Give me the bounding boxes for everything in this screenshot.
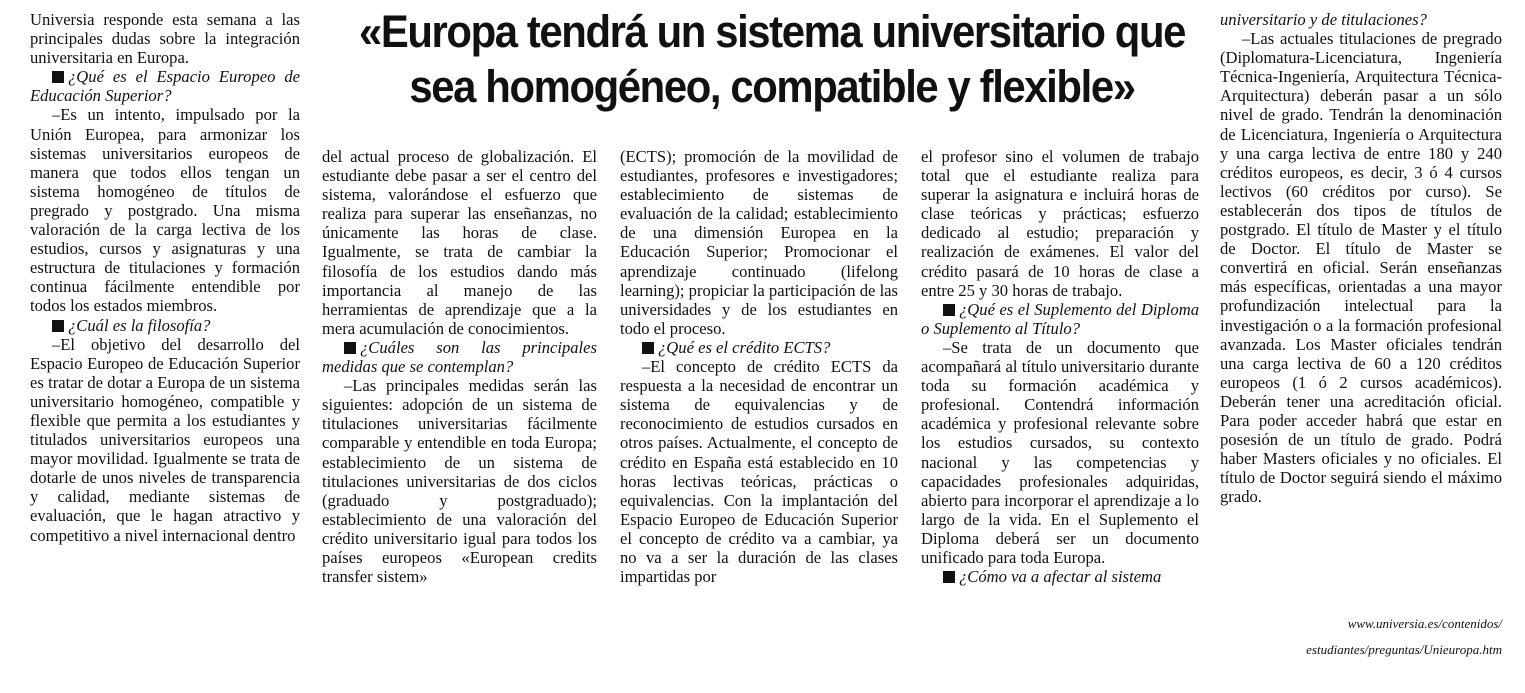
source-url-line-1: www.universia.es/contenidos/ [1347,616,1502,631]
question-heading [30,67,300,105]
source-url-line-2: estudiantes/preguntas/Unieuropa.htm [1306,642,1502,657]
answer-continuation: del actual proceso de globalización. El estudiante debe pasar a ser el centro del sistema, valorándose el esfuerzo que realiza para superar las enseñanzas, no únicamente las horas de clase. Igualmente, se trata de cambiar la filosofía de los estudios dando más importancia al manejo de las herramientas de aprendizaje que a la mera acumulación de conocimientos. [322,147,597,338]
question-text: ¿Qué es el Espacio Europeo de Educación Superior? [30,67,300,106]
answer-paragraph: –El objetivo del desarrollo del Espacio Europeo de Educación Superior es tratar de dotar a Europa de un sistema universitario homogéneo, compatible y flexible que permita a los estudiantes y titulados universitarios europeos una mayor movilidad. Igualmente se trata de dotarle de unos niveles de transparencia y calidad, mediante sistemas de evaluación, que le hagan atractivo y competitivo a nivel internacional dentro [30,334,300,545]
question-text: ¿Qué es el crédito ECTS? [658,337,831,357]
question-heading [620,338,898,357]
answer-paragraph: –Se trata de un documento que acompañará al título universitario durante toda su formación académica y profesional. Contendrá información académica y profesional relevante sobre los estudios cursados, su contexto nacional y las competencias y capacidades profesionales adquiridas, abierto para incorporar el aprendizaje a lo largo de la vida. En el Suplemento el Diploma deberá ser un documento unificado para toda Europa. [921,337,1199,567]
question-text: ¿Cuáles son las principales medidas que se contemplan? [322,337,597,377]
article-headline: «Europa tendrá un sistema universitario que sea homogéneo, compatible y flexible» [358,6,1186,112]
bullet-square-icon [52,71,64,83]
answer-continuation: el profesor sino el volumen de trabajo total que el estudiante realiza para superar la asignatura e incluirá horas de clase teóricas y prácticas; esfuerzo dedicado al estudio; preparación y realización de exámenes. El valor del crédito pasará de 10 horas de clase a entre 25 y 30 horas de trabajo. [921,147,1199,300]
article-column-4 [921,147,1199,586]
answer-paragraph: –El concepto de crédito ECTS da respuesta a la necesidad de encontrar un sistema de equivalencias y de reconocimiento de estudios cursados en otros países. Actualmente, el concepto de crédito en España está establecido en 10 horas lectivas teóricas, prácticas o equivalencias. Con la implantación del Espacio Europeo de Educación Superior el concepto de crédito va a cambiar, ya no va a ser la duración de las clases impartidas por [620,357,898,587]
article-column-2 [322,147,597,586]
answer-paragraph: –Las actuales titulaciones de pregrado (Diplomatura-Licenciatura, Ingeniería Técnica-Ingeniería, Arquitectura Técnica-Arquitectura) deberán pasar a un sólo nivel de grado. Tendrán la denominación de Licenciatura, Ingeniería o Arquitectura y una carga lectiva de entre 180 y 240 créditos europeos, es decir, 3 ó 4 cursos lectivos (60 créditos por curso). Se establecerán dos tipos de títulos de postgrado. El título de Master y el título de Doctor. El título de Master se convertirá en oficial. Serán enseñanzas más específicas, orientadas a una mayor profundización intelectual para la investigación o a la formación profesional avanzada. Los Master oficiales tendrán una carga lectiva de 60 a 120 créditos europeos (1 ó 2 cursos académicos). Deberán tener una acreditación oficial. Para poder acceder habrá que estar en posesión de un título de grado. Podrá haber Masters oficiales y no oficiales. El título de Doctor seguirá siendo el máximo grado. [1220,29,1502,507]
intro-paragraph: Universia responde esta semana a las principales dudas sobre la integración universitaria en Europa. [30,10,300,68]
bullet-square-icon [642,342,654,354]
bullet-square-icon [943,304,955,316]
question-text: ¿Qué es el Suplemento del Diploma o Suplemento al Título? [921,299,1199,338]
answer-paragraph: –Es un intento, impulsado por la Unión Europea, para armonizar los sistemas universitarios europeos de manera que todos ellos tengan un sistema homogéneo de títulos de pregrado y postgrado. Una misma valoración de la carga lectiva de los estudios, cursos y asignaturas y una estructura de titulaciones y formación continua fácilmente entendible por todos los estados miembros. [30,105,300,316]
question-heading [322,338,597,376]
answer-paragraph: –Las principales medidas serán las siguientes: adopción de un sistema de titulaciones universitarias fácilmente comparable y entendible en toda Europa; establecimiento de un sistema de titulaciones universitarias de dos ciclos (graduado y postgraduado); establecimiento de una valoración del crédito universitario igual para todos los países europeos «European credits transfer sistem» [322,376,597,587]
article-column-5 [1220,10,1502,506]
article-column-1 [30,10,300,545]
bullet-square-icon [52,320,64,332]
answer-continuation: (ECTS); promoción de la movilidad de estudiantes, profesores e investigadores; establecimiento de sistemas de evaluación de la calidad; establecimiento de una dimensión Europea en la Educación Superior; Promocionar el aprendizaje continuado (lifelong learning); propiciar la participación de las universidades y de los estudiantes en todo el proceso. [620,147,898,338]
bullet-square-icon [943,571,955,583]
question-text: ¿Cuál es la filosofía? [68,315,211,335]
question-continuation: universitario y de titulaciones? [1220,10,1427,29]
article-column-3 [620,147,898,586]
question-text: ¿Cómo va a afectar al sistema [959,567,1162,587]
bullet-square-icon [344,342,356,354]
question-heading [30,316,300,335]
question-heading [921,300,1199,338]
question-heading [921,567,1199,586]
